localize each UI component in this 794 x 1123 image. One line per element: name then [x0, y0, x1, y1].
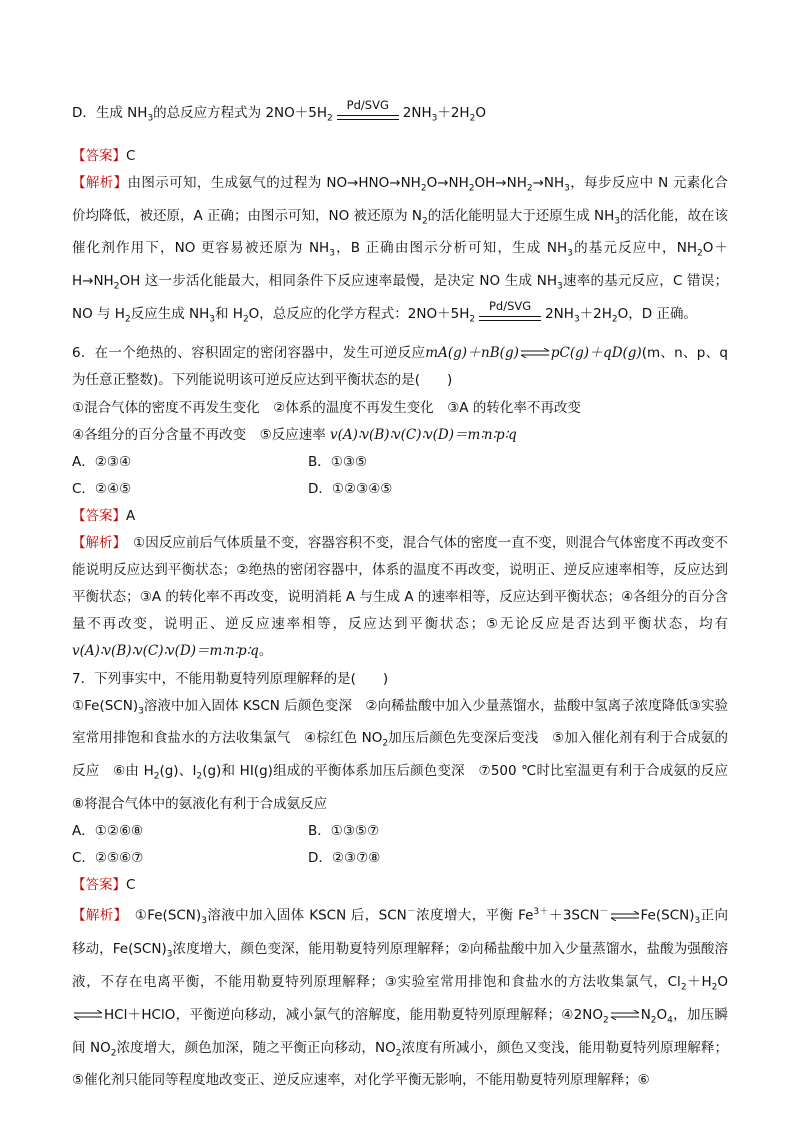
analysis-text: 。 — [258, 643, 273, 660]
option-d-text: ＋2H — [437, 105, 470, 121]
analysis-text: 由图示可知，生成氨气的过程为 NO→HNO→NH — [127, 174, 421, 191]
analysis-text: ＋3SCN — [548, 907, 600, 924]
analysis-text: 浓度增大，平衡 Fe — [415, 907, 534, 924]
subscript: 2 — [469, 113, 476, 124]
answer-value: C — [126, 147, 136, 164]
option-d: D．②③⑦⑧ — [308, 850, 381, 867]
catalyst-label: Pd/SVG — [489, 299, 532, 314]
analysis-text: ①因反应前后气体质量不变，容器容积不变，混合气体的密度一直不变，则混合气体密度不再改变不能说明反应达到平衡状态；②绝热的密闭容器中，体系的温度不再改变，说明正、逆反应速率相等，反应达到平衡状态；③A 的转化率不再改变，说明消耗 A 与生成 A 的速率相等，反应达到平衡状态；④各组分的百分含量不再改变，说明正、逆反应速率相等，反应达到平衡状态；⑤无论反应是否达到平衡状态，均有 — [72, 534, 729, 633]
answer-value: A — [126, 507, 136, 524]
question-text: 溶液中加入固体 KSCN 后颜色变深 ②向稀盐酸中加入少量蒸馏水，盐酸中氢离子浓度降低 — [143, 697, 689, 714]
analysis-label: 【解析】 — [72, 907, 121, 924]
superscript: － — [599, 907, 609, 918]
equation-left: mA(g)＋nB(g) — [425, 345, 519, 362]
analysis-text: ，加压瞬间 NO — [72, 1006, 728, 1056]
analysis-text: OH 这一步活化能最大，相同条件下反应速率最慢，是决定 NO 生成 NH — [119, 273, 557, 290]
subscript: 2 — [113, 282, 120, 293]
option-a: A．②③④ — [72, 453, 132, 470]
subscript: 2 — [469, 314, 476, 325]
subscript: 3 — [567, 249, 573, 260]
subscript: 2 — [468, 183, 475, 194]
subscript: 2 — [124, 314, 131, 325]
subscript: 2 — [650, 1015, 657, 1026]
analysis-text: Fe(SCN) — [640, 907, 695, 924]
analysis-text: 反应生成 NH — [130, 306, 210, 323]
subscript: 4 — [667, 1015, 673, 1026]
subscript: 3 — [329, 249, 335, 260]
option-d-line — [72, 100, 728, 133]
subscript: 3 — [614, 216, 620, 227]
subscript: 2 — [327, 113, 333, 124]
analysis-label: 【解析】 — [72, 174, 128, 191]
superscript: － — [406, 907, 416, 918]
subscript: 2 — [711, 982, 718, 993]
answer-label: 【答案】 — [72, 147, 126, 164]
question-text: 6．在一个绝热的、容积固定的密闭容器中，发生可逆反应 — [72, 345, 426, 362]
subscript: 2 — [611, 314, 618, 325]
q5-analysis — [72, 170, 728, 334]
analysis-text: OH→NH — [474, 174, 527, 191]
q5-answer — [72, 143, 728, 170]
analysis-text: O，D 正确。 — [617, 306, 697, 323]
analysis-text: 溶液中加入固体 KSCN 后，SCN — [206, 907, 407, 924]
double-bar-icon — [337, 115, 399, 120]
superscript: 3＋ — [533, 907, 549, 918]
subscript: 3 — [564, 183, 570, 194]
q6-stem — [72, 340, 728, 394]
option-d-text: O — [475, 105, 486, 121]
option-d-text: D．生成 NH — [72, 105, 148, 121]
subscript: 2 — [395, 1048, 402, 1059]
subscript: 3 — [573, 314, 580, 325]
analysis-text: O＋H→NH — [72, 240, 729, 290]
answer-label: 【答案】 — [72, 507, 126, 524]
subscript: 3 — [557, 282, 563, 293]
analysis-text: 的活化能明显大于还原生成 NH — [427, 207, 615, 224]
q7-options-row2 — [72, 845, 728, 872]
subscript: 3 — [166, 949, 173, 960]
q7-stem: 7．下列事实中，不能用勒夏特列原理解释的是( ) — [72, 670, 389, 687]
analysis-text: →NH — [532, 174, 565, 191]
reversible-arrow-icon — [610, 1010, 640, 1020]
subscript: 3 — [209, 314, 215, 325]
q7-items — [72, 693, 742, 819]
subscript: 2 — [110, 1048, 117, 1059]
analysis-text: 2NH — [545, 306, 574, 323]
reversible-arrow-icon — [610, 911, 640, 921]
option-b: B．①③⑤ — [308, 453, 368, 470]
reversible-arrow-icon — [520, 348, 550, 358]
q7-analysis — [72, 899, 728, 1094]
option-c: C．②⑤⑥⑦ — [72, 850, 144, 867]
answer-value: C — [126, 877, 136, 894]
option-d-text: 的总反应方程式为 2NO＋5H — [153, 105, 328, 121]
document-page — [72, 98, 742, 1095]
analysis-text: O — [717, 973, 729, 990]
catalyst-label: Pd/SVG — [346, 98, 389, 112]
reversible-arrow-icon — [73, 1010, 103, 1020]
subscript: 2 — [602, 1015, 609, 1026]
analysis-text: O→NH — [426, 174, 469, 191]
question-text: ④各组分的百分含量不再改变 ⑤反应速率 — [72, 426, 330, 443]
option-d: D．①②③④⑤ — [308, 480, 393, 497]
q6-items-line2 — [72, 422, 728, 449]
analysis-label: 【解析】 — [72, 534, 120, 551]
analysis-text: ＋2H — [579, 306, 612, 323]
equilibrium-arrow — [335, 98, 401, 123]
subscript: 3 — [147, 113, 154, 124]
q6-options-row1 — [72, 449, 728, 476]
analysis-text: O，总反应的化学方程式：2NO＋5H — [248, 306, 470, 323]
q6-items-line1: ①混合气体的密度不再发生变化 ②体系的温度不再发生变化 ③A 的转化率不再改变 — [72, 399, 581, 416]
analysis-text: ＋H — [686, 973, 712, 990]
question-text: ①Fe(SCN) — [72, 697, 139, 714]
option-a: A．①②⑥⑧ — [72, 823, 144, 840]
equilibrium-arrow — [477, 299, 543, 324]
analysis-text: 和 H — [214, 306, 243, 323]
subscript: 2 — [421, 216, 428, 227]
answer-label: 【答案】 — [72, 877, 126, 894]
option-d-text: 2NH — [402, 105, 432, 121]
analysis-text: 浓度增大，颜色加深，随之平衡正向移动，NO — [116, 1039, 396, 1056]
option-b: B．①③⑤⑦ — [308, 823, 380, 840]
subscript: 2 — [696, 249, 703, 260]
subscript: 2 — [242, 314, 249, 325]
rate-expression: v(A)∶v(B)∶v(C)∶v(D)＝m∶n∶p∶q — [72, 643, 259, 660]
question-text: (m、n、p、q 为任意正整数)。下列能说明该可逆反应达到平衡状态的是( ) — [72, 345, 728, 389]
analysis-text: 的基元反应中，NH — [572, 240, 697, 257]
subscript: 2 — [420, 183, 427, 194]
analysis-text: 浓度增大，颜色变深，能用勒夏特列原理解释；②向稀盐酸中加入少量蒸馏水，盐酸为强酸溶液，不存在电离平衡，不能用勒夏特列原理解释；③实验室常用排饱和食盐水的方法收集氯气，Cl — [72, 940, 728, 990]
analysis-text: 速率的基元反应，C 错误；NO 与 H — [72, 273, 729, 323]
analysis-text: ①Fe(SCN) — [120, 907, 202, 924]
subscript: 2 — [153, 772, 160, 783]
q6-answer — [72, 503, 728, 530]
question-text: (g)、I — [159, 763, 197, 780]
analysis-text: O — [656, 1006, 668, 1023]
analysis-text: HCl＋HClO，平衡逆向移动，减小氯气的溶解度，能用勒夏特列原理解释；④2NO — [104, 1006, 603, 1023]
subscript: 3 — [431, 113, 438, 124]
analysis-text: 的活化能，故在该催化剂作用下，NO 更容易被还原为 NH — [72, 207, 729, 257]
equation-right: pC(g)＋qD(g) — [550, 345, 642, 362]
subscript: 2 — [526, 183, 533, 194]
q7-answer — [72, 872, 728, 899]
analysis-text: N — [640, 1006, 651, 1023]
analysis-text: 正向移动，Fe(SCN) — [72, 907, 729, 957]
analysis-text: 浓度有所减小，颜色又变浅，能用勒夏特列原理解释；⑤催化剂只能同等程度地改变正、逆反应速率，对化学平衡无影响，不能用勒夏特列原理解释；⑥ — [72, 1039, 728, 1089]
q7-options-row1 — [72, 818, 728, 845]
subscript: 3 — [201, 916, 207, 927]
subscript: 2 — [680, 982, 687, 993]
q6-analysis — [72, 530, 728, 666]
subscript: 3 — [138, 706, 144, 717]
analysis-text: ，每步反应中 N 元素化合价均降低，被还原，A 正确；由图示可知，NO 被还原为 N — [72, 174, 729, 224]
subscript: 2 — [382, 739, 389, 750]
subscript: 2 — [196, 772, 203, 783]
option-c: C．②④⑤ — [72, 480, 132, 497]
subscript: 3 — [694, 916, 701, 927]
question-text: ③实验室常用排饱和食盐水的方法收集氯气 ④棕红色 NO — [72, 697, 728, 747]
double-bar-icon — [479, 316, 541, 321]
question-text: 加压后颜色先变深后变浅 ⑤加入催化剂有利于合成氨的反应 ⑥由 H — [72, 730, 728, 780]
question-text: (g)和 HI(g)组成的平衡体系加压后颜色变深 ⑦500 ℃时比室温更有利于合成氨的反应 ⑧将混合气体中的氨液化有利于合成氨反应 — [72, 763, 742, 813]
analysis-text: ，B 正确由图示分析可知，生成 NH — [334, 240, 568, 257]
rate-expression: v(A)∶v(B)∶v(C)∶v(D)＝m∶n∶p∶q — [330, 426, 517, 443]
q6-options-row2 — [72, 476, 728, 503]
